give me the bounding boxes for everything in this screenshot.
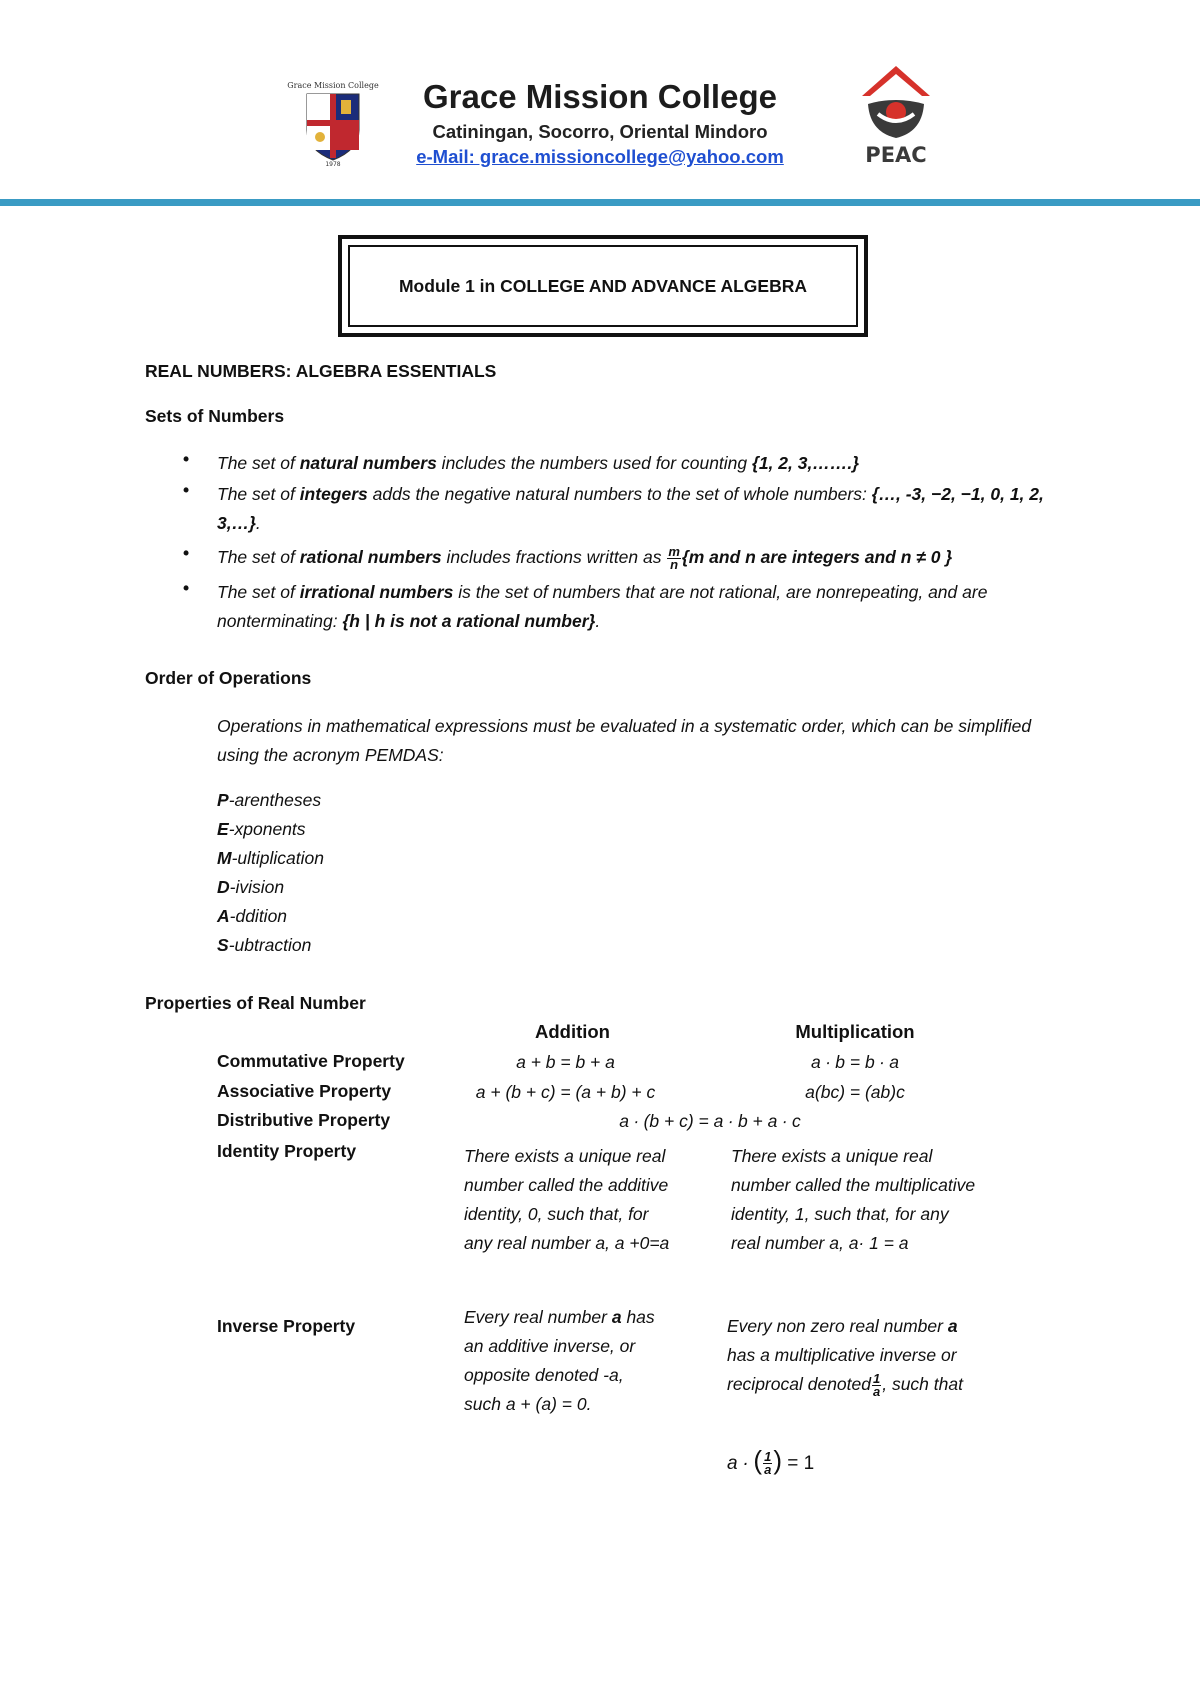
bullet-marker: • <box>183 578 190 598</box>
pemdas-item: M-ultiplication <box>217 848 324 868</box>
bullet-marker: • <box>183 543 190 563</box>
commutative-addition: a + b = b + a <box>516 1052 615 1072</box>
column-multiplication: Multiplication <box>795 1021 915 1042</box>
order-heading: Order of Operations <box>145 668 312 688</box>
property-inverse: Inverse Property <box>217 1316 356 1336</box>
property-identity: Identity Property <box>217 1141 357 1161</box>
fraction-m-over-n: $\frac{m}{n}$ <box>668 543 680 572</box>
college-email-link[interactable]: e-Mail: grace.missioncollege@yahoo.com <box>416 146 784 167</box>
pemdas-item: A-ddition <box>217 906 288 926</box>
document-header <box>0 0 1200 205</box>
list-item-natural: The set of natural numbers includes the numbers used for counting {1, 2, 3,…….} <box>217 453 860 473</box>
pemdas-item: P-arentheses <box>217 790 322 810</box>
peac-logo-text: PEAC <box>865 143 927 166</box>
list-item-irrational: The set of irrational numbers is the set of numbers that are not rational, are nonrepeating, and are nonterminating: {h | h is not a rational number}. <box>217 582 988 631</box>
identity-multiplication: There exists a unique real number called the multiplicative identity, 1, such that, for any real number a, a· 1 = a <box>731 1146 976 1253</box>
module-title: Module 1 in COLLEGE AND ADVANCE ALGEBRA <box>398 275 807 296</box>
peac-logo <box>858 62 934 166</box>
property-associative: Associative Property <box>217 1081 392 1101</box>
main-heading: REAL NUMBERS: ALGEBRA ESSENTIALS <box>145 361 497 381</box>
property-commutative: Commutative Property <box>217 1051 405 1071</box>
header-divider <box>0 199 1200 206</box>
college-seal-logo <box>285 78 381 166</box>
list-item-integers: The set of integers adds the negative natural numbers to the set of whole numbers: {…, -3, −2, −1, 0, 1, 2, 3,…}. <box>217 484 1044 533</box>
identity-addition: There exists a unique real number called the additive identity, 0, such that, for any real number a, a +0=a <box>464 1146 670 1253</box>
inverse-equation: a ∙ ( $\frac{1}{a}$ ) = 1 <box>727 1445 815 1478</box>
list-item-rational: The set of rational numbers includes fractions written as $\frac{m}{n}$ {m and n are integers and n ≠ 0 } <box>217 543 953 572</box>
property-distributive: Distributive Property <box>217 1110 391 1130</box>
commutative-multiplication: a ∙ b = b ∙ a <box>810 1052 900 1072</box>
sets-heading: Sets of Numbers <box>145 406 285 426</box>
college-name: Grace Mission College <box>423 78 777 115</box>
bullet-marker: • <box>183 449 190 469</box>
inverse-multiplication: Every non zero real number a has a multiplicative inverse or reciprocal denoted $\frac{1}{a}$ , such that <box>727 1316 963 1399</box>
column-addition: Addition <box>534 1021 610 1042</box>
properties-heading: Properties of Real Number <box>145 993 366 1013</box>
pemdas-list <box>217 786 324 960</box>
fraction-one-over-a: $\frac{1}{a}$ <box>872 1370 881 1399</box>
associative-multiplication: a(bc) = (ab)c <box>805 1082 905 1102</box>
distributive-formula: a ∙ (b + c) = a ∙ b + a ∙ c <box>619 1111 801 1131</box>
inverse-addition: Every real number a has an additive inverse, or opposite denoted -a, such a + (a) = 0. <box>464 1307 655 1414</box>
pemdas-item: D-ivision <box>217 877 285 897</box>
fraction-one-over-a-paren: $\frac{1}{a}$ <box>764 1449 772 1478</box>
module-title-box <box>338 235 868 337</box>
associative-addition: a + (b + c) = (a + b) + c <box>475 1082 656 1102</box>
pemdas-item: E-xponents <box>217 819 306 839</box>
seal-text: Grace Mission College <box>287 81 379 90</box>
pemdas-item: S-ubtraction <box>217 935 312 955</box>
college-address: Catiningan, Socorro, Oriental Mindoro <box>432 121 768 142</box>
order-description: Operations in mathematical expressions must be evaluated in a systematic order, which can be simplified using the acronym PEMDAS: <box>217 716 1032 765</box>
bullet-marker: • <box>183 480 190 500</box>
seal-year: 1978 <box>325 161 341 166</box>
